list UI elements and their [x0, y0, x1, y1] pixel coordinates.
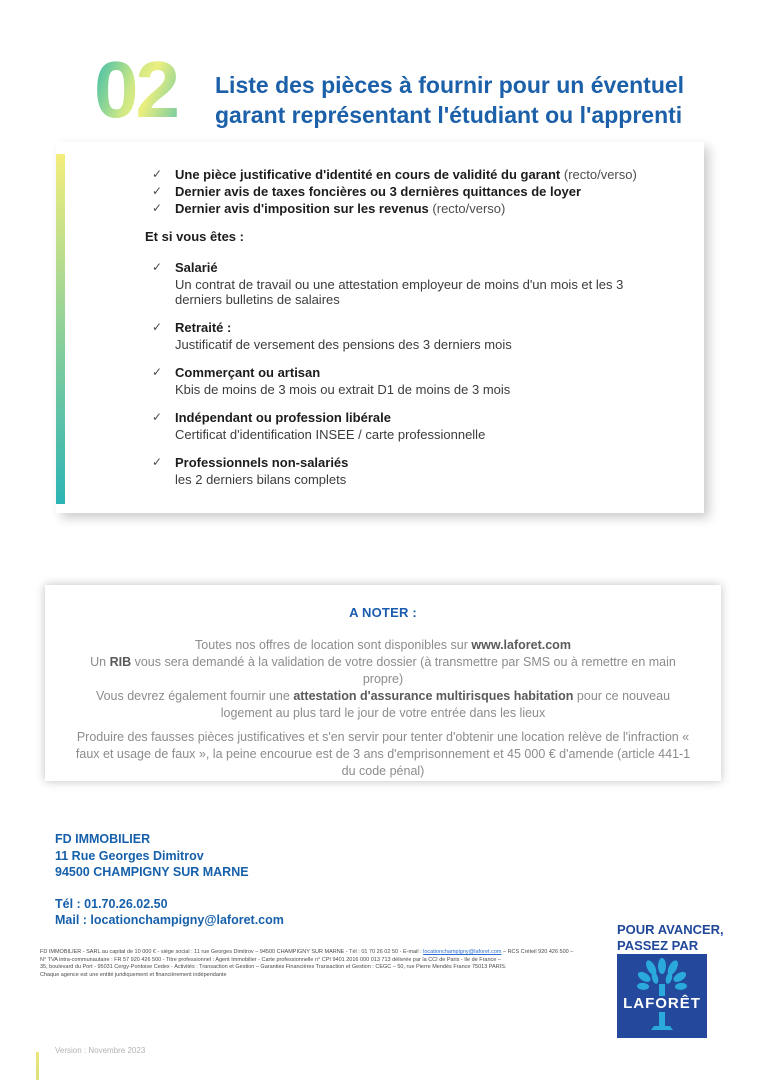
gradient-accent-bar: [56, 154, 65, 504]
checklist-item-text: [175, 183, 581, 200]
checklist-item-text: [175, 200, 505, 217]
note-bold-text: attestation d'assurance multirisques habitation: [293, 689, 574, 703]
website-text: www.laforet.com: [471, 638, 571, 652]
category-item: [145, 410, 664, 442]
intro-text: Et si vous êtes :: [145, 229, 244, 244]
note-bold-text: RIB: [109, 655, 132, 669]
category-item: [145, 320, 664, 352]
legal-block: [40, 949, 640, 979]
legal-line: 35, boulevard du Port - 95031 Cergy-Pontoise Cedex - Activités : Transaction et Gestion – Garanties Financières Transaction et Gestion : CEGC – 50, rue Pierre Mendès France 75013 PARIS.: [40, 964, 507, 970]
legal-line: [40, 949, 640, 957]
category-item: [145, 260, 664, 307]
note-paragraph-warning: Produire des fausses pièces justificatives et s'en servir pour tenter d'obtenir une location relève de l'infraction « faux et usage de faux », la peine encourue est de 3 ans d'emprisonnement et 45 000 € d'amende (article 441-1 du code pénal): [75, 730, 691, 778]
note-text: Vous devrez également fournir une: [95, 689, 294, 703]
legal-text: – RCS Créteil 920 426 500 –: [501, 949, 574, 955]
checklist-card: [56, 142, 704, 513]
category-description: les 2 derniers bilans complets: [175, 472, 347, 487]
legal-email-link[interactable]: locationchampigny@laforet.com: [423, 949, 502, 955]
check-icon: ✓: [152, 260, 163, 274]
version-label: Version : Novembre 2023: [55, 1046, 146, 1055]
note-text: Un: [90, 655, 110, 669]
check-icon: ✓: [152, 167, 163, 181]
agency-address-street: 11 Rue Georges Dimitrov: [55, 848, 204, 863]
category-description: Un contrat de travail ou une attestation employeur de moins d'un mois et les 3 derniers bulletins de salaires: [175, 277, 624, 307]
legal-line: N° TVA intra-communautaire : FR 57 920 426 500 - Titre professionnel : Agent Immobilier - Carte professionnelle n° CPI 9401 2016 000 013 713 délivrée par la CCI de Paris - Ile de France –: [40, 956, 501, 963]
spacer: [55, 881, 284, 896]
item-bold-text: Dernier avis d'imposition sur les revenus: [175, 201, 429, 216]
category-description: Kbis de moins de 3 mois ou extrait D1 de moins de 3 mois: [175, 382, 511, 397]
note-text: pour ce nouveau logement au plus tard le jour de votre entrée dans les lieux: [220, 689, 671, 720]
check-icon: ✓: [152, 184, 163, 198]
category-title: Salarié: [175, 260, 218, 275]
item-normal-text: (recto/verso): [560, 167, 637, 182]
category-list: [145, 260, 664, 487]
page-title: [215, 70, 715, 130]
note-paragraph-rib: [73, 654, 693, 688]
agency-address-city: 94500 CHAMPIGNY SUR MARNE: [55, 865, 249, 879]
check-icon: ✓: [152, 320, 163, 334]
category-title: Retraité :: [175, 320, 232, 335]
checklist-item-text: [175, 166, 637, 183]
laforet-wordmark: LAFORÊT: [617, 996, 707, 1012]
page-edge-accent: [36, 1052, 39, 1080]
check-icon: ✓: [152, 410, 163, 424]
item-bold-text: Dernier avis de taxes foncières ou 3 dernières quittances de loyer: [175, 184, 582, 199]
note-paragraph-offers: [73, 637, 693, 654]
item-normal-text: (recto/verso): [428, 201, 506, 216]
checklist-item: [145, 200, 664, 217]
checklist-item: [145, 183, 664, 200]
checklist-item: [145, 166, 664, 183]
item-bold-text: Une pièce justificative d'identité en cours de validité du garant: [175, 167, 561, 182]
contact-block: [55, 831, 284, 929]
legal-line: Chaque agence est une entité juridiquement et financièrement indépendante: [40, 971, 227, 978]
legal-text: FD IMMOBILIER - SARL au capital de 10 000 € - siège social : 11 rue Georges Dimitrov – 94500 CHAMPIGNY SUR MARNE - Tél : 01 70 26 02 50 - E-mail :: [40, 949, 424, 955]
agency-phone: Tél : 01.70.26.02.50: [55, 896, 168, 911]
page-title-line2: garant représentant l'étudiant ou l'apprenti: [215, 102, 683, 128]
category-description: Certificat d'identification INSEE / carte professionnelle: [175, 427, 486, 442]
note-heading: A NOTER :: [349, 605, 417, 620]
brand-slogan-line1: POUR AVANCER,: [617, 922, 724, 937]
category-title: Indépendant ou profession libérale: [175, 410, 391, 425]
brand-slogan-line2: PASSEZ PAR: [617, 938, 699, 953]
category-item: [145, 365, 664, 397]
note-card: [45, 585, 721, 781]
check-icon: ✓: [152, 365, 163, 379]
note-text: Toutes nos offres de location sont disponibles sur: [195, 638, 472, 652]
category-title: Professionnels non-salariés: [175, 455, 349, 470]
check-icon: ✓: [152, 455, 163, 469]
agency-email: Mail : locationchampigny@laforet.com: [55, 913, 284, 927]
note-paragraph-insurance: [73, 688, 693, 722]
category-description: Justificatif de versement des pensions des 3 derniers mois: [175, 337, 512, 352]
section-number: 02: [94, 45, 177, 134]
check-icon: ✓: [152, 201, 163, 215]
note-text: vous sera demandé à la validation de votre dossier (à transmettre par SMS ou à remettre en main propre): [131, 655, 676, 686]
page-title-line1: Liste des pièces à fournir pour un éventuel: [215, 72, 685, 98]
agency-name: FD IMMOBILIER: [55, 832, 151, 846]
category-item: [145, 455, 664, 487]
category-title: Commerçant ou artisan: [175, 365, 321, 380]
